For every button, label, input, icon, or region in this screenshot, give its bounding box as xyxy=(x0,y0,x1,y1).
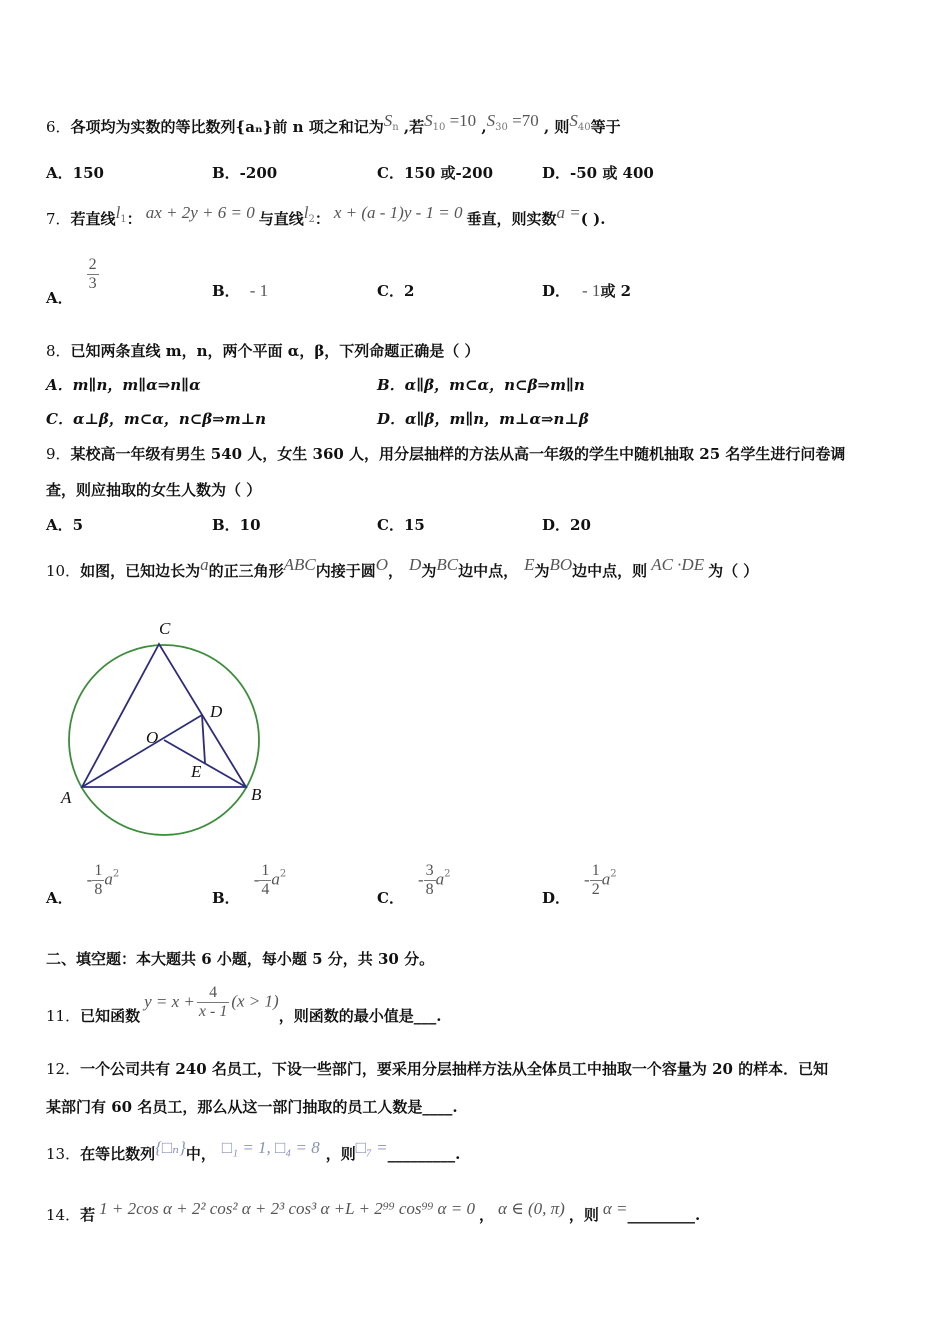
option-letter: C． xyxy=(377,888,404,907)
option-value: - 1 xyxy=(582,281,601,300)
question-9-stem-line2: 查，则应抽取的女生人数为（ ） xyxy=(46,481,262,499)
question-text: ， xyxy=(478,1206,494,1224)
math-target: □₇ = xyxy=(355,1138,388,1157)
frac-num: 4 xyxy=(197,984,229,1003)
math-a: a xyxy=(601,869,611,889)
sign: - xyxy=(253,869,260,889)
math-s: S xyxy=(569,111,578,130)
math-l: l xyxy=(115,203,121,222)
question-text: ，则 xyxy=(568,1206,599,1224)
math-bo: BO xyxy=(549,555,573,574)
math-a: a xyxy=(435,869,445,889)
question-11-stem xyxy=(46,984,442,1025)
label-d: D xyxy=(210,702,223,721)
question-text: 为 xyxy=(421,562,437,580)
question-10-stem xyxy=(46,555,759,581)
question-number: 10． xyxy=(46,562,81,580)
section-heading: 二、填空题：本大题共 6 小题，每小题 5 分，共 30 分。 xyxy=(46,950,435,968)
fraction xyxy=(92,862,104,899)
question-text: _________. xyxy=(627,1206,701,1224)
fraction xyxy=(87,256,99,293)
q10-option-b xyxy=(212,862,287,907)
frac-den: x - 1 xyxy=(198,1003,228,1020)
math-line-2: x + (a - 1)y - 1 = 0 xyxy=(333,203,463,222)
question-number: 12． xyxy=(46,1060,81,1078)
math-vector-product: AC ·DE xyxy=(651,555,705,574)
option-letter: B． xyxy=(212,282,240,300)
math-condition: □₁ = 1, □₄ = 8 xyxy=(221,1138,320,1157)
frac-den: 4 xyxy=(261,881,270,898)
question-13-stem xyxy=(46,1138,461,1164)
option-letter: B． xyxy=(212,888,240,907)
math-a-eq: a = xyxy=(556,203,581,222)
frac-num: 3 xyxy=(425,862,434,879)
math-s: S xyxy=(486,111,496,130)
question-number: 9． xyxy=(46,445,71,463)
question-text: ,若 xyxy=(398,118,425,136)
question-text: 等于 xyxy=(590,118,621,136)
segment-de xyxy=(202,715,205,763)
math-sub: 2 xyxy=(308,214,315,225)
exponent: 2 xyxy=(279,868,287,880)
q7-option-b xyxy=(212,280,268,301)
label-c: C xyxy=(159,619,171,638)
exponent: 2 xyxy=(112,868,120,880)
fraction xyxy=(259,862,271,899)
option-value: - 1 xyxy=(249,281,269,300)
question-number: 7． xyxy=(46,210,71,228)
question-12-stem xyxy=(46,1058,828,1079)
math-sub: n xyxy=(392,122,399,133)
label-a: A xyxy=(61,788,72,807)
math-eq: =10 xyxy=(445,111,477,130)
question-text: 如图，已知边长为 xyxy=(80,562,201,580)
q10-option-c xyxy=(377,862,451,907)
question-text: 若 xyxy=(80,1206,96,1224)
question-number: 6． xyxy=(46,118,71,136)
option-letter: A． xyxy=(46,288,73,307)
question-text: 一个公司共有 240 名员工，下设一些部门，要采用分层抽样方法从全体员工中抽取一个容量为 20 的样本．已知 xyxy=(80,1060,829,1078)
math-bc: BC xyxy=(436,555,459,574)
question-text: 的正三角形 xyxy=(208,562,284,580)
math-condition: (x > 1) xyxy=(231,991,279,1011)
math-a: a xyxy=(200,555,209,574)
fraction xyxy=(424,862,436,899)
question-text: 为（ ） xyxy=(708,562,759,580)
question-text: , xyxy=(476,118,487,136)
q6-option-d: D．-50 或 400 xyxy=(542,164,654,182)
frac-num: 2 xyxy=(88,256,97,273)
question-text: 为 xyxy=(534,562,550,580)
question-9-stem xyxy=(46,443,845,464)
q9-option-b: B．10 xyxy=(212,516,261,534)
math-sub: 1 xyxy=(120,214,127,225)
triangle-circle-figure xyxy=(55,615,275,845)
question-7-stem xyxy=(46,203,606,231)
frac-den: 3 xyxy=(88,275,97,292)
question-12-stem-line2: 某部门有 60 名员工，那么从这一部门抽取的员工人数是____. xyxy=(46,1098,458,1116)
sign: - xyxy=(584,869,590,889)
q8-option-a: A．m∥n，m∥α⇒n∥α xyxy=(46,376,201,394)
question-text: 若直线 xyxy=(70,210,116,228)
q8-option-b: B．α∥β，m⊂α，n⊂β⇒m∥n xyxy=(377,376,585,394)
math-sub: 30 xyxy=(495,122,508,133)
math-sequence: {□ₙ} xyxy=(155,1138,186,1157)
q6-option-b: B．-200 xyxy=(212,164,278,182)
question-number: 13． xyxy=(46,1145,81,1163)
question-number: 14． xyxy=(46,1206,81,1224)
question-text: ： xyxy=(314,210,330,228)
label-b: B xyxy=(251,785,262,804)
math-range: α ∈ (0, π) xyxy=(497,1199,565,1218)
q8-option-d: D．α∥β，m∥n，m⊥α⇒n⊥β xyxy=(377,410,589,428)
frac-den: 8 xyxy=(425,881,434,898)
question-text: 边中点，则 xyxy=(572,562,648,580)
frac-num: 1 xyxy=(591,862,600,879)
question-text: 已知两条直线 m，n，两个平面 α，β，下列命题正确是（ ） xyxy=(70,342,480,360)
math-sub: 10 xyxy=(432,122,446,133)
option-tail: 或 2 xyxy=(600,282,632,300)
label-o: O xyxy=(146,728,159,747)
question-text: _________. xyxy=(387,1145,461,1163)
question-text: ，则 xyxy=(325,1145,356,1163)
math-eq: =70 xyxy=(507,111,539,130)
question-text: 与直线 xyxy=(258,210,304,228)
fraction xyxy=(590,862,602,899)
q10-option-d xyxy=(542,862,617,907)
q6-option-c: C．150 或-200 xyxy=(377,164,494,182)
math-target: α = xyxy=(602,1199,628,1218)
frac-den: 2 xyxy=(591,881,600,898)
question-text: 在等比数列 xyxy=(80,1145,156,1163)
question-text: 垂直，则实数 xyxy=(466,210,557,228)
exponent: 2 xyxy=(444,868,451,880)
q9-option-a: A．5 xyxy=(46,516,84,534)
math-a: a xyxy=(104,869,113,889)
question-text: 各项均为实数的等比数列{aₙ}前 n 项之和记为 xyxy=(70,118,384,136)
question-number: 11． xyxy=(46,1006,81,1025)
math-a: a xyxy=(271,869,280,889)
question-text: 已知函数 xyxy=(80,1006,141,1025)
math-lhs: y = x + xyxy=(144,991,195,1011)
question-text: ( ). xyxy=(580,210,606,228)
sign: - xyxy=(86,869,93,889)
question-text: 中， xyxy=(185,1145,216,1163)
frac-den: 8 xyxy=(94,881,103,898)
math-abc: ABC xyxy=(283,555,316,574)
question-text: ， xyxy=(388,562,404,580)
segment-ob xyxy=(164,740,246,787)
frac-num: 1 xyxy=(94,862,103,879)
question-text: 边中点， xyxy=(458,562,519,580)
fraction xyxy=(197,984,229,1021)
math-l: l xyxy=(303,203,309,222)
q7-option-d xyxy=(542,280,631,301)
question-text: , 则 xyxy=(538,118,570,136)
q7-option-c: C．2 xyxy=(377,282,415,300)
frac-num: 1 xyxy=(261,862,270,879)
question-8-stem xyxy=(46,340,480,361)
exponent: 2 xyxy=(610,868,617,880)
label-e: E xyxy=(191,762,202,781)
math-s: S xyxy=(424,111,433,130)
sign: - xyxy=(417,869,424,889)
question-14-stem xyxy=(46,1199,701,1225)
question-number: 8． xyxy=(46,342,71,360)
q8-option-c: C．α⊥β，m⊂α，n⊂β⇒m⊥n xyxy=(46,410,267,428)
option-letter: D． xyxy=(542,282,571,300)
q7-option-a xyxy=(46,256,99,307)
question-6-stem xyxy=(46,111,621,139)
math-expression: 1 + 2cos α + 2² cos² α + 2³ cos³ α +L + 2⁹⁹ cos⁹⁹ α = 0 xyxy=(99,1199,475,1218)
math-s: S xyxy=(383,111,393,130)
question-text: 内接于圆 xyxy=(315,562,376,580)
q9-option-d: D．20 xyxy=(542,516,591,534)
math-e: E xyxy=(524,555,535,574)
math-d: D xyxy=(409,555,422,574)
math-o: O xyxy=(375,555,389,574)
option-letter: A． xyxy=(46,888,73,907)
q10-option-a xyxy=(46,862,120,907)
option-letter: D． xyxy=(542,888,571,907)
q9-option-c: C．15 xyxy=(377,516,425,534)
math-line-1: ax + 2y + 6 = 0 xyxy=(145,203,255,222)
question-text: ，则函数的最小值是___. xyxy=(278,1006,442,1025)
question-text: 某校高一年级有男生 540 人，女生 360 人，用分层抽样的方法从高一年级的学生中随机抽取 25 名学生进行问卷调 xyxy=(70,445,846,463)
math-sub: 40 xyxy=(577,122,591,133)
question-text: ： xyxy=(126,210,142,228)
q6-option-a: A．150 xyxy=(46,164,104,182)
